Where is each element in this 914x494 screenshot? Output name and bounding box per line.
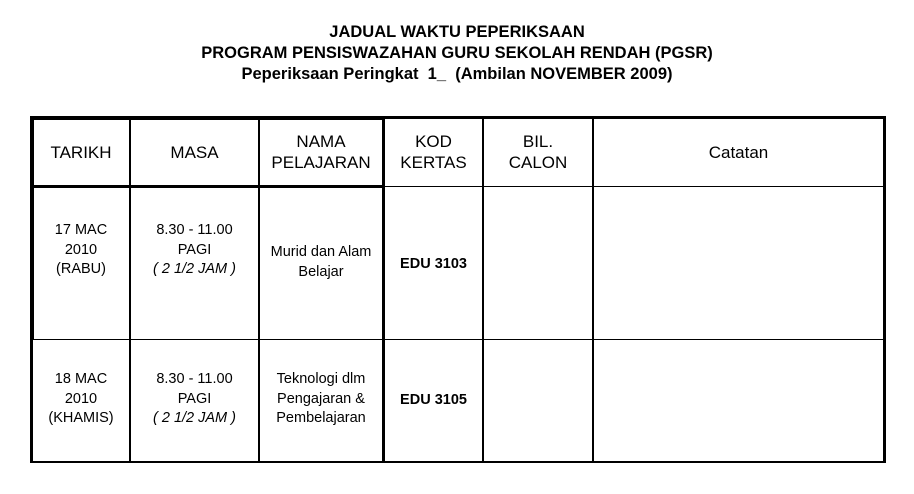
header-kod-kertas: KOD KERTAS bbox=[400, 132, 467, 172]
row2-tarikh: 18 MAC 2010 (KHAMIS) bbox=[48, 371, 114, 426]
row2-nama-pelajaran: Teknologi dlm Pengajaran & Pembelajaran bbox=[276, 371, 366, 426]
row1-nama-pelajaran: Murid dan Alam Belajar bbox=[270, 244, 372, 280]
header-divider-thick bbox=[30, 185, 384, 188]
row2-catatan bbox=[594, 340, 883, 461]
row1-bil-calon bbox=[484, 188, 592, 339]
header-catatan: Catatan bbox=[708, 142, 769, 162]
header-masa: MASA bbox=[170, 142, 219, 162]
exam-level-title: Peperiksaan Peringkat 1_ (Ambilan NOVEMBER 2009) bbox=[241, 65, 673, 83]
header-bil-calon: BIL. CALON bbox=[508, 132, 568, 172]
header-nama-pelajaran: NAMA PELAJARAN bbox=[271, 132, 371, 172]
row2-kod-kertas: EDU 3105 bbox=[400, 392, 467, 408]
row1-tarikh: 17 MAC 2010 (RABU) bbox=[54, 222, 108, 277]
row1-catatan bbox=[594, 188, 883, 339]
header-tarikh: TARIKH bbox=[50, 142, 112, 162]
program-title: PROGRAM PENSISWAZAHAN GURU SEKOLAH RENDAH (PGSR) bbox=[201, 44, 713, 62]
row2-masa: 8.30 - 11.00 PAGI ( 2 1/2 JAM ) bbox=[153, 371, 236, 426]
exam-schedule-table bbox=[30, 116, 886, 463]
row2-bil-calon bbox=[484, 340, 592, 461]
table-border-right bbox=[883, 116, 886, 463]
document-title: JADUAL WAKTU PEPERIKSAAN bbox=[329, 23, 585, 41]
table-border-bottom bbox=[30, 461, 886, 463]
document-header bbox=[0, 22, 914, 85]
row1-kod-kertas: EDU 3103 bbox=[400, 256, 467, 272]
header-divider bbox=[384, 186, 883, 187]
row1-masa: 8.30 - 11.00 PAGI ( 2 1/2 JAM ) bbox=[153, 222, 236, 277]
